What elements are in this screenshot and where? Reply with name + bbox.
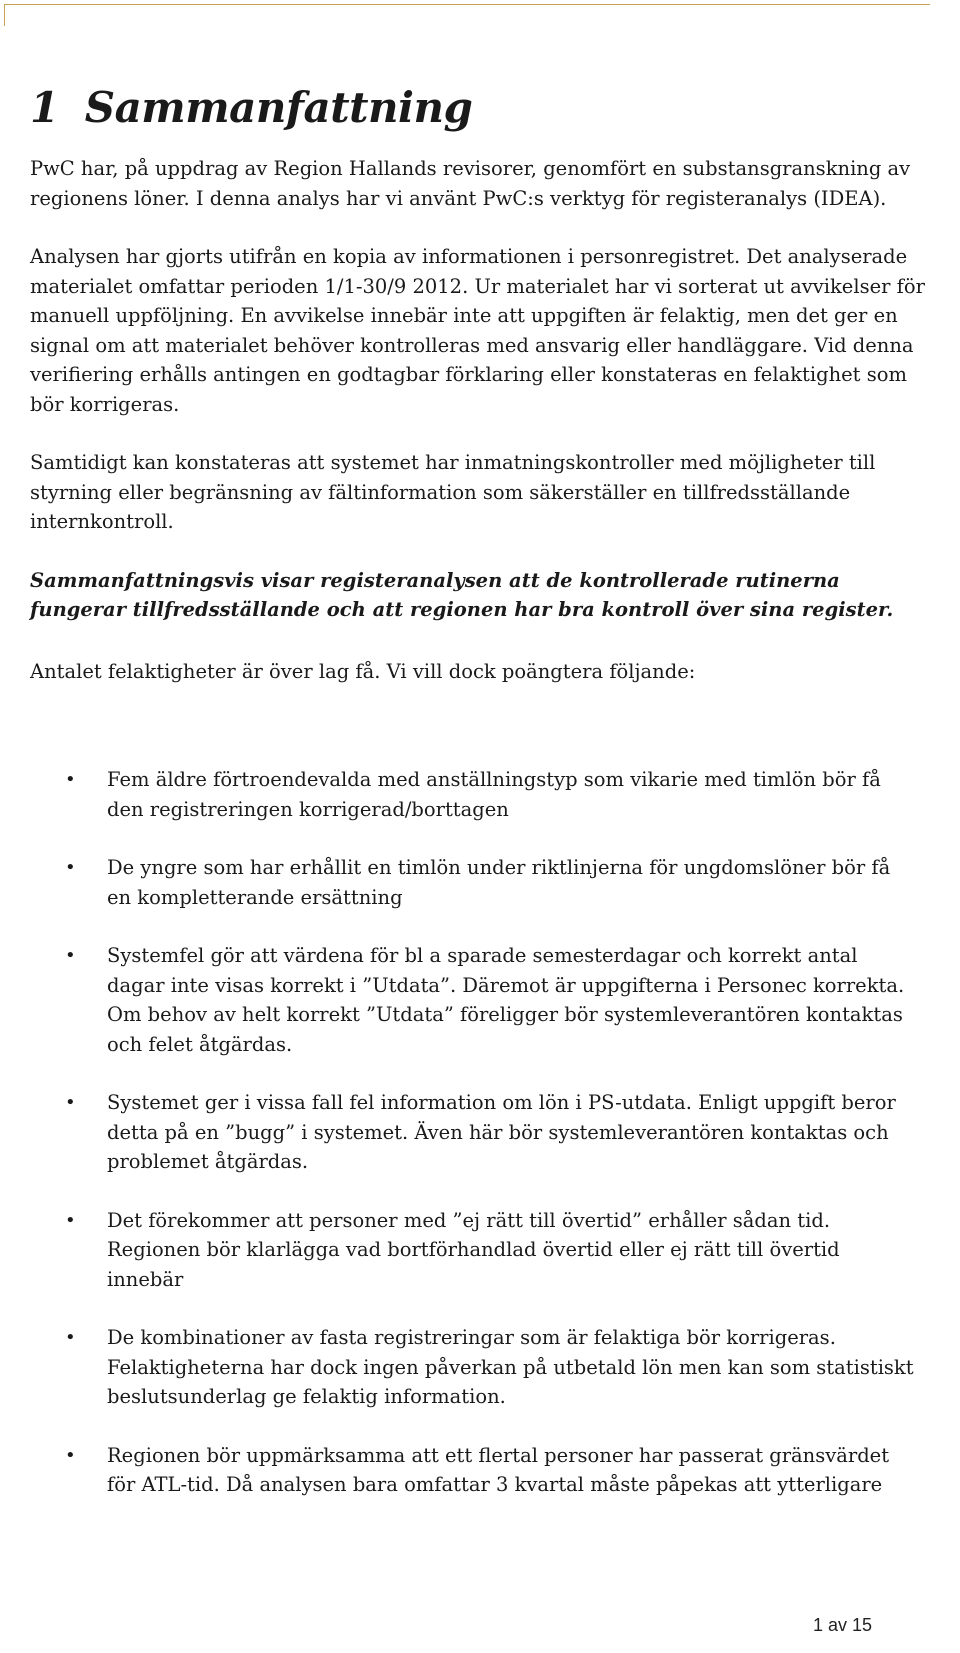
bullet-icon: •: [65, 1444, 76, 1466]
bullet-icon: •: [65, 857, 76, 878]
summary-emphasis: Sammanfattningsvis visar registeranalysen att de kontrollerade rutinerna fungerar tillfredsställande och att regionen har bra kontroll över sina register.: [30, 568, 894, 621]
page-number: 1 av 15: [812, 1615, 872, 1635]
list-item: [30, 765, 915, 824]
bullet-icon: •: [65, 1092, 76, 1113]
list-item: [30, 1441, 915, 1500]
list-item-text: Systemet ger i vissa fall fel information om lön i PS-utdata. Enligt uppgift beror detta på en ”bugg” i systemet. Även här bör systemleverantören kontaktas och problemet åtgärdas.: [107, 1091, 896, 1173]
list-item-text: Regionen bör uppmärksamma att ett flertal personer har passerat gränsvärdet för ATL-tid. Då analysen bara omfattar 3 kvartal måste påpekas att ytterligare: [107, 1443, 890, 1496]
header-rule-horizontal: [4, 4, 930, 5]
list-item: [30, 1088, 915, 1177]
paragraph-controls: Samtidigt kan konstateras att systemet har inmatningskontroller med möjligheter till styrning eller begränsning av fältinformation som säkerställer en tillfredsställande internkontroll.: [30, 451, 876, 533]
list-item-text: Det förekommer att personer med ”ej rätt till övertid” erhåller sådan tid. Regionen bör klarlägga vad bortförhandlad övertid eller ej rätt till övertid innebär: [107, 1208, 840, 1291]
bullet-icon: •: [65, 769, 76, 790]
list-item: [30, 1206, 915, 1295]
paragraph-intro: PwC har, på uppdrag av Region Hallands revisorer, genomfört en substansgranskning av regionens löner. I denna analys har vi använt PwC:s verktyg för registeranalys (IDEA).: [30, 157, 911, 210]
section-title: Sammanfattning: [84, 83, 473, 132]
list-item-text: De yngre som har erhållit en timlön under riktlinjerna för ungdomslöner bör få en kompletterande ersättning: [107, 856, 891, 909]
list-item: [30, 1323, 915, 1412]
list-item-text: Fem äldre förtroendevalda med anställningstyp som vikarie med timlön bör få den registreringen korrigerad/borttagen: [107, 768, 881, 821]
section-body: [30, 154, 928, 1529]
list-item: [30, 941, 915, 1059]
section-heading: [30, 80, 472, 136]
list-item-text: Systemfel gör att värdena för bl a sparade semesterdagar och korrekt antal dagar inte visas korrekt i ”Utdata”. Däremot är uppgifterna i Personec korrekta. Om behov av helt korrekt ”Utdata” föreligger bör systemleverantören kontaktas och felet åtgärdas.: [107, 944, 905, 1056]
list-item: [30, 853, 915, 912]
section-number: 1: [30, 83, 59, 132]
paragraph-analysis: Analysen har gjorts utifrån en kopia av informationen i personregistret. Det analyserade materialet omfattar perioden 1/1-30/9 2012. Ur materialet har vi sorterat ut avvikelser för manuell uppföljning. En avvikelse innebär inte att uppgiften är felaktig, men det ger en signal om att materialet behöver kontrolleras med ansvarig eller handläggare. Vid denna verifiering erhålls antingen en godtagbar förklaring eller konstateras en felaktighet som bör korrigeras.: [30, 245, 925, 416]
list-item-text: De kombinationer av fasta registreringar som är felaktiga bör korrigeras. Felaktigheterna har dock ingen påverkan på utbetald lön men kan som statistiskt beslutsunderlag ge felaktig information.: [107, 1326, 914, 1408]
bullet-icon: •: [65, 945, 76, 966]
bullet-icon: •: [65, 1209, 76, 1231]
findings-intro: Antalet felaktigheter är över lag få. Vi vill dock poängtera följande:: [30, 659, 696, 683]
findings-list: [30, 765, 928, 1500]
header-rule-vertical: [4, 4, 5, 26]
bullet-icon: •: [65, 1327, 76, 1348]
